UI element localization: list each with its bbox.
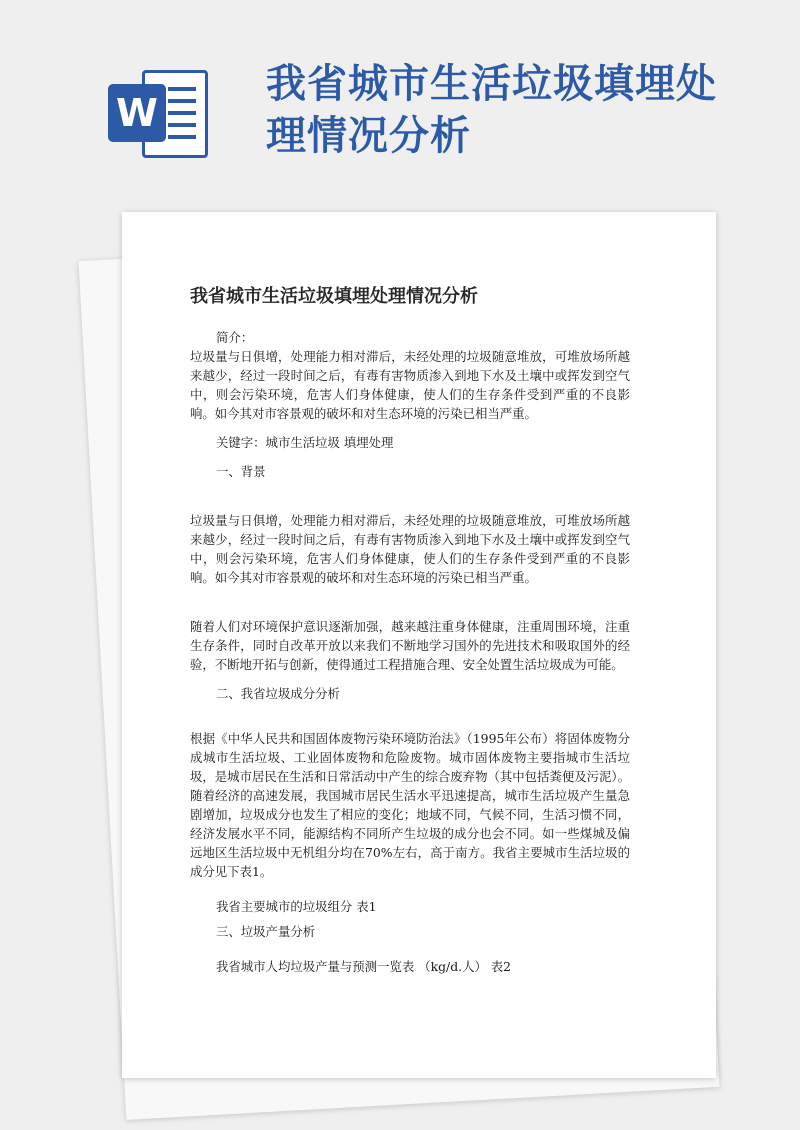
table2-caption: 我省城市人均垃圾产量与预测一览表 （kg/d.人） 表2 [216,959,512,974]
banner-title: 我省城市生活垃圾填埋处理情况分析 [266,61,717,159]
section-heading-composition: 二、我省垃圾成分分析 [216,686,340,701]
document-content [190,282,630,976]
background-paragraph-2: 随着人们对环境保护意识逐渐加强，越来越注重身体健康，注重周围环境，注重生存条件，同时自改革开放以来我们不断地学习国外的先进技术和吸取国外的经验，不断地开拓与创新，使得通过工程措施合理、安全处置生活垃圾成为可能。 [190,619,630,672]
section-heading-background: 一、背景 [216,464,266,479]
composition-paragraph: 根据《中华人民共和国固体废物污染环境防治法》（1995年公布）将固体废物分成城市生活垃圾、工业固体废物和危险废物。城市固体废物主要指城市生活垃圾，是城市居民在生活和日常活动中产生的综合废弃物（其中包括粪便及污泥）。随着经济的高速发展，我国城市居民生活水平迅速提高，城市生活垃圾产生量急剧增加，垃圾成分也发生了相应的变化；地域不同，气候不同，生活习惯不同，经济发展水平不同，能源结构不同所产生垃圾的成分也会不同。如一些煤城及偏远地区生活垃圾中无机组分均在70%左右，高于南方。我省主要城市生活垃圾的成分见下表1。 [190,731,630,879]
banner [0,0,800,200]
document-title: 我省城市生活垃圾填埋处理情况分析 [190,286,478,307]
background-paragraph-1: 垃圾量与日俱增，处理能力相对滞后，未经处理的垃圾随意堆放，可堆放场所越来越少，经过一段时间之后，有毒有害物质渗入到地下水及土壤中或挥发到空气中，则会污染环境，危害人们身体健康，使人们的生存条件受到严重的不良影响。如今其对市容景观的破坏和对生态环境的污染已相当严重。 [190,513,630,585]
intro-paragraph: 垃圾量与日俱增，处理能力相对滞后，未经处理的垃圾随意堆放，可堆放场所越来越少，经过一段时间之后，有毒有害物质渗入到地下水及土壤中或挥发到空气中，则会污染环境，危害人们身体健康，使人们的生存条件受到严重的不良影响。如今其对市容景观的破坏和对生态环境的污染已相当严重。 [190,349,630,421]
table1-caption: 我省主要城市的垃圾组分 表1 [216,899,377,914]
section-heading-output: 三、垃圾产量分析 [216,924,316,939]
intro-label: 简介： [216,330,254,345]
word-document-icon [108,66,212,162]
keywords: 关键字：城市生活垃圾 填埋处理 [216,435,394,450]
word-icon-letter: W [108,84,166,142]
document-page [122,212,716,1078]
